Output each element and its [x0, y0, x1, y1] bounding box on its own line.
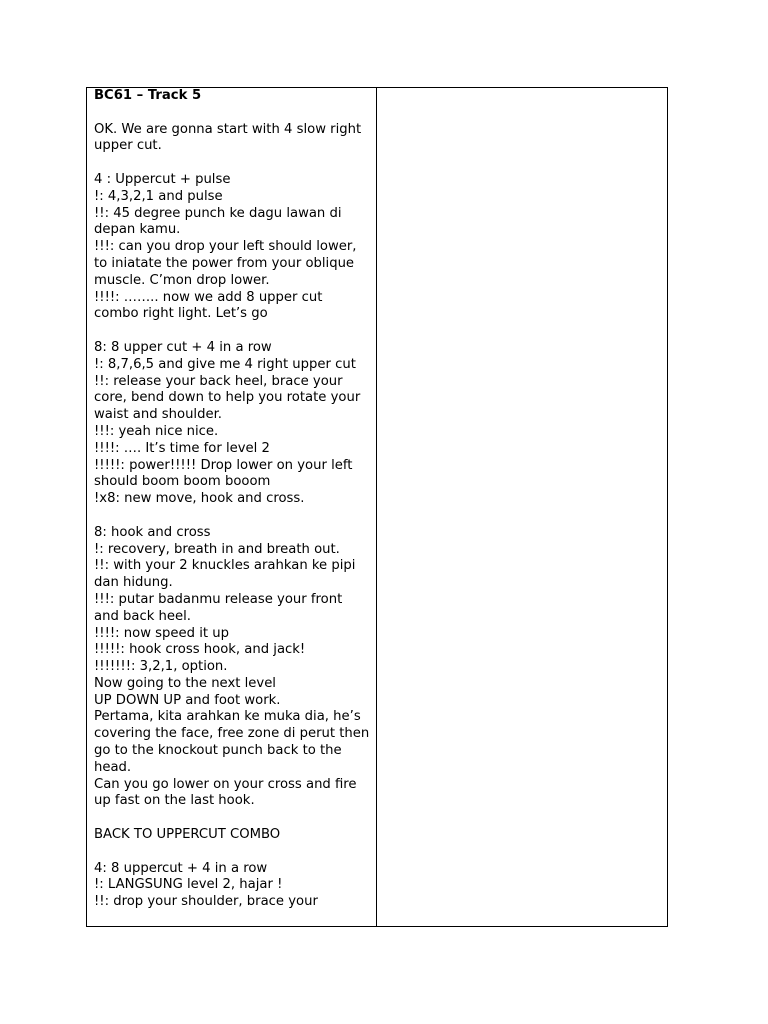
- script-column: [87, 88, 377, 926]
- spacer: [94, 844, 370, 861]
- cue-line: !!!!!!!: 3,2,1, option.: [94, 659, 228, 675]
- cue-line: Can you go lower on your cross and fire up fast on the last hook.: [94, 776, 357, 809]
- cue-line: !!: with your 2 knuckles arahkan ke pipi dan hidung.: [94, 558, 356, 591]
- script-table: [86, 87, 668, 927]
- cue-line: !: 4,3,2,1 and pulse: [94, 188, 223, 204]
- cue-line: !: 8,7,6,5 and give me 4 right upper cut: [94, 356, 356, 372]
- spacer: [94, 508, 370, 525]
- cue-line: !!!!!: hook cross hook, and jack!: [94, 642, 306, 658]
- section-back-to-uppercut: [94, 827, 370, 844]
- intro-text: OK. We are gonna start with 4 slow right upper cut.: [94, 121, 362, 154]
- cue-line: !!!!: …….. now we add 8 upper cut combo right light. Let’s go: [94, 289, 323, 322]
- cue-line: !!!!!: power!!!!! Drop lower on your left should boom boom booom: [94, 457, 353, 490]
- spacer: [94, 105, 370, 122]
- cue-line: !!: drop your shoulder, brace your: [94, 894, 318, 910]
- section-heading: BACK TO UPPERCUT COMBO: [94, 827, 281, 843]
- cue-line: !: LANGSUNG level 2, hajar !: [94, 877, 283, 893]
- spacer: [94, 155, 370, 172]
- section-heading: 4: 8 uppercut + 4 in a row: [94, 860, 268, 876]
- cue-line: !x8: new move, hook and cross.: [94, 491, 305, 507]
- cue-line: !!!!: now speed it up: [94, 625, 229, 641]
- section-hook-cross: [94, 525, 370, 811]
- cue-line: !!!: yeah nice nice.: [94, 423, 219, 439]
- section-heading: 8: hook and cross: [94, 524, 211, 540]
- spacer: [94, 810, 370, 827]
- cue-line: !!!: putar badanmu release your front and back heel.: [94, 591, 343, 624]
- section-uppercut-row-2: [94, 861, 370, 911]
- cue-line: !!!: can you drop your left should lower, to iniatate the power from your oblique muscle. C’mon drop lower.: [94, 239, 357, 288]
- cue-line: Now going to the next level: [94, 675, 276, 691]
- cue-line: !!: 45 degree punch ke dagu lawan di depan kamu.: [94, 205, 342, 238]
- section-heading: 8: 8 upper cut + 4 in a row: [94, 339, 272, 355]
- section-uppercut-row: [94, 340, 370, 508]
- cue-line: !!: release your back heel, brace your core, bend down to help you rotate your waist and shoulder.: [94, 373, 361, 423]
- cue-line: !!!!: …. It’s time for level 2: [94, 440, 270, 456]
- section-heading: 4 : Uppercut + pulse: [94, 171, 231, 187]
- notes-column: [377, 88, 667, 926]
- spacer: [94, 323, 370, 340]
- track-title: BC61 – Track 5: [94, 88, 202, 103]
- cue-line: UP DOWN UP and foot work.: [94, 692, 281, 708]
- cue-line: Pertama, kita arahkan ke muka dia, he’s covering the face, free zone di perut then go to the knockout punch back to the head.: [94, 709, 370, 775]
- section-uppercut-pulse: [94, 172, 370, 323]
- cue-line: !: recovery, breath in and breath out.: [94, 541, 340, 557]
